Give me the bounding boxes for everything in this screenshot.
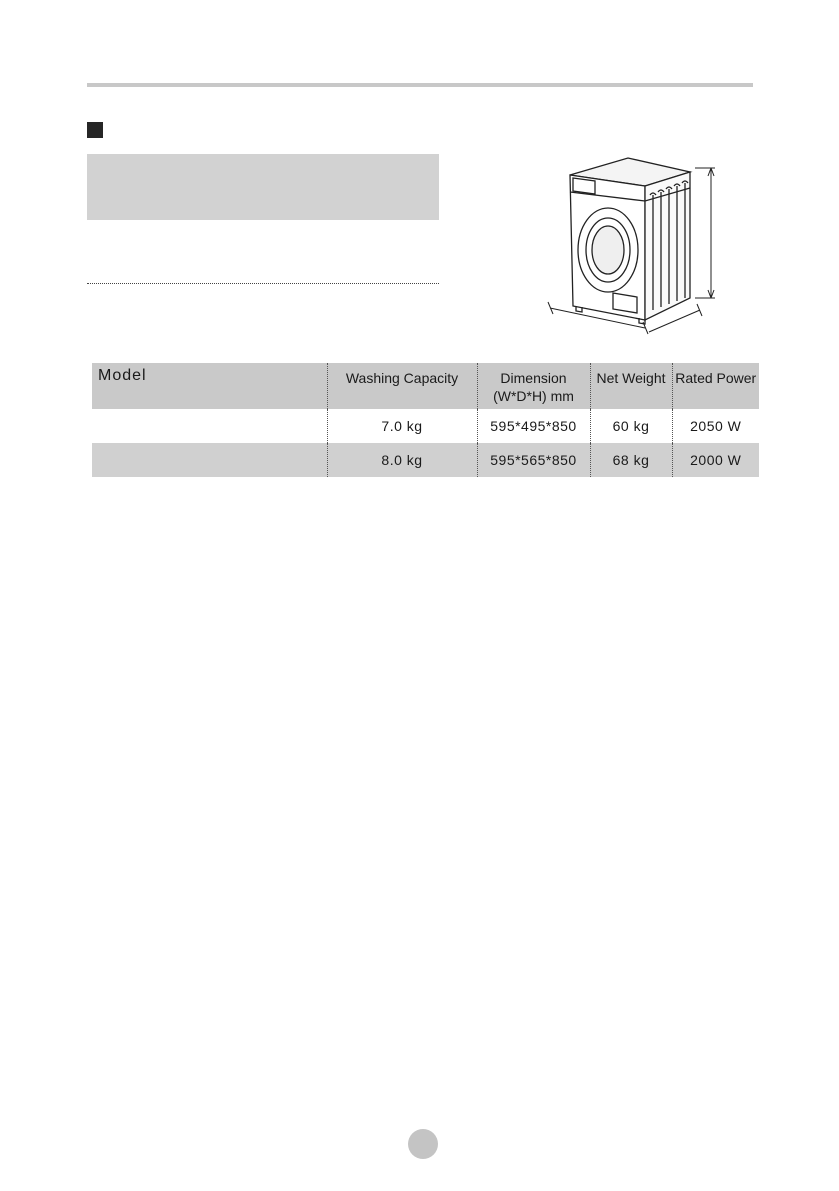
dimension-header [477, 363, 590, 409]
table-row [92, 409, 759, 443]
weight-cell: 68 kg [590, 443, 672, 477]
capacity-cell: 8.0 kg [327, 443, 477, 477]
dimension-header-line2: (W*D*H) mm [493, 388, 574, 404]
weight-cell: 60 kg [590, 409, 672, 443]
power-cell: 2000 W [672, 443, 759, 477]
section-marker-icon [87, 122, 103, 138]
washing-machine-dimensions-icon [545, 150, 745, 345]
capacity-cell: 7.0 kg [327, 409, 477, 443]
power-header: Rated Power [672, 363, 759, 409]
capacity-header: Washing Capacity [327, 363, 477, 409]
dimension-cell: 595*565*850 [477, 443, 590, 477]
table-header-row [92, 363, 759, 409]
page-number-badge [408, 1129, 438, 1159]
model-cell [92, 409, 327, 443]
weight-header: Net Weight [590, 363, 672, 409]
dimension-cell: 595*495*850 [477, 409, 590, 443]
model-header: Model [98, 367, 147, 384]
power-cell: 2050 W [672, 409, 759, 443]
table-row [92, 443, 759, 477]
top-rule [87, 83, 753, 87]
dotted-divider [87, 283, 439, 284]
specifications-table [92, 363, 759, 477]
dimension-header-line1: Dimension [500, 370, 567, 386]
section-title-block [87, 154, 439, 220]
model-cell [92, 443, 327, 477]
